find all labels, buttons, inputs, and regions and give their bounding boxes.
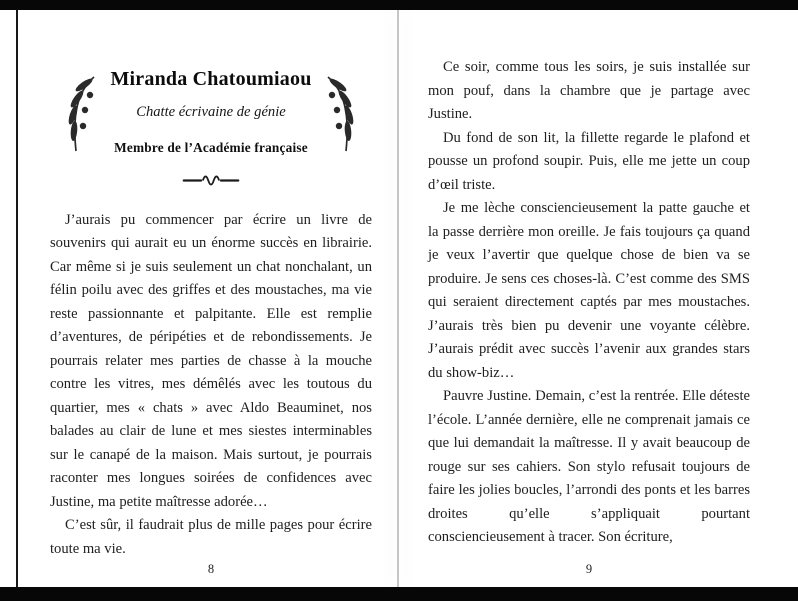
author-membership: Membre de l’Académie française <box>114 140 308 155</box>
right-page-body <box>428 56 750 550</box>
author-subtitle: Chatte écrivaine de génie <box>136 103 286 120</box>
left-page-body <box>50 209 372 562</box>
top-frame <box>0 0 798 10</box>
section-divider-icon <box>50 174 372 187</box>
author-title: Miranda Chatoumiaou <box>110 68 312 90</box>
left-page-edge <box>16 10 18 587</box>
page-number-right: 9 <box>585 562 593 576</box>
chapter-header <box>50 68 372 187</box>
paragraph: Du fond de son lit, la fillette regarde le plafond et pousse un profond soupir. Puis, elle me jette un coup d’œil triste. <box>428 129 750 193</box>
page-gutter <box>397 10 399 587</box>
paragraph: Je me lèche consciencieusement la patte gauche et la passe derrière mon oreille. Je fais toujours ça quand je veux l’avertir que quelque chose de bien va se produire. Je sens ces choses-là. C’est comme des SMS qui seraient directement captés par mes moustaches. J’aurais très bien pu devenir une voyante célèbre. J’aurais prédit avec succès l’avenir aux grandes stars du show-biz… <box>428 200 750 381</box>
page-number-left: 8 <box>207 562 215 576</box>
page-left <box>50 10 372 561</box>
paragraph: Pauvre Justine. Demain, c’est la rentrée. Elle déteste l’école. L’année dernière, elle ne comprenait jamais ce que lui demandait la maîtresse. Il y avait beaucoup de rouge sur ses cahiers. Son stylo refusait toujours de faire les jolies boucles, l’arrondi des ponts et les barres droites qu’elle s’appliquait pourtant consciencieusement à tracer. Son écriture, <box>428 388 750 545</box>
chapter-header-text <box>108 68 313 160</box>
page-right <box>428 10 750 550</box>
paragraph: C’est sûr, il faudrait plus de mille pages pour écrire toute ma vie. <box>50 517 372 557</box>
olive-branch-right-icon <box>322 73 362 155</box>
olive-branch-left-icon <box>60 73 100 155</box>
bottom-frame <box>0 587 798 601</box>
paragraph: J’aurais pu commencer par écrire un livre de souvenirs qui aurait eu un énorme succès en librairie. Car même si je suis seulement un chat nonchalant, un félin poilu avec des griffes et des moustaches, ma vie reste passionnante et palpitante. Elle est remplie d’aventures, de péripéties et de rebondissements. Je pourrais relater mes parties de chasse à la mouche contre les vitres, mes démêlés avec les toutous du quartier, mes « chats » avec Aldo Beauminet, nos balades au clair de lune et mes siestes interminables sur le canapé de la maison. Mais surtout, je pourrais raconter mes longues soirées de confidences avec Justine, ma petite maîtresse adorée… <box>50 211 372 510</box>
chapter-header-row <box>50 68 372 160</box>
paragraph: Ce soir, comme tous les soirs, je suis installée sur mon pouf, dans la chambre que je partage avec Justine. <box>428 59 750 122</box>
